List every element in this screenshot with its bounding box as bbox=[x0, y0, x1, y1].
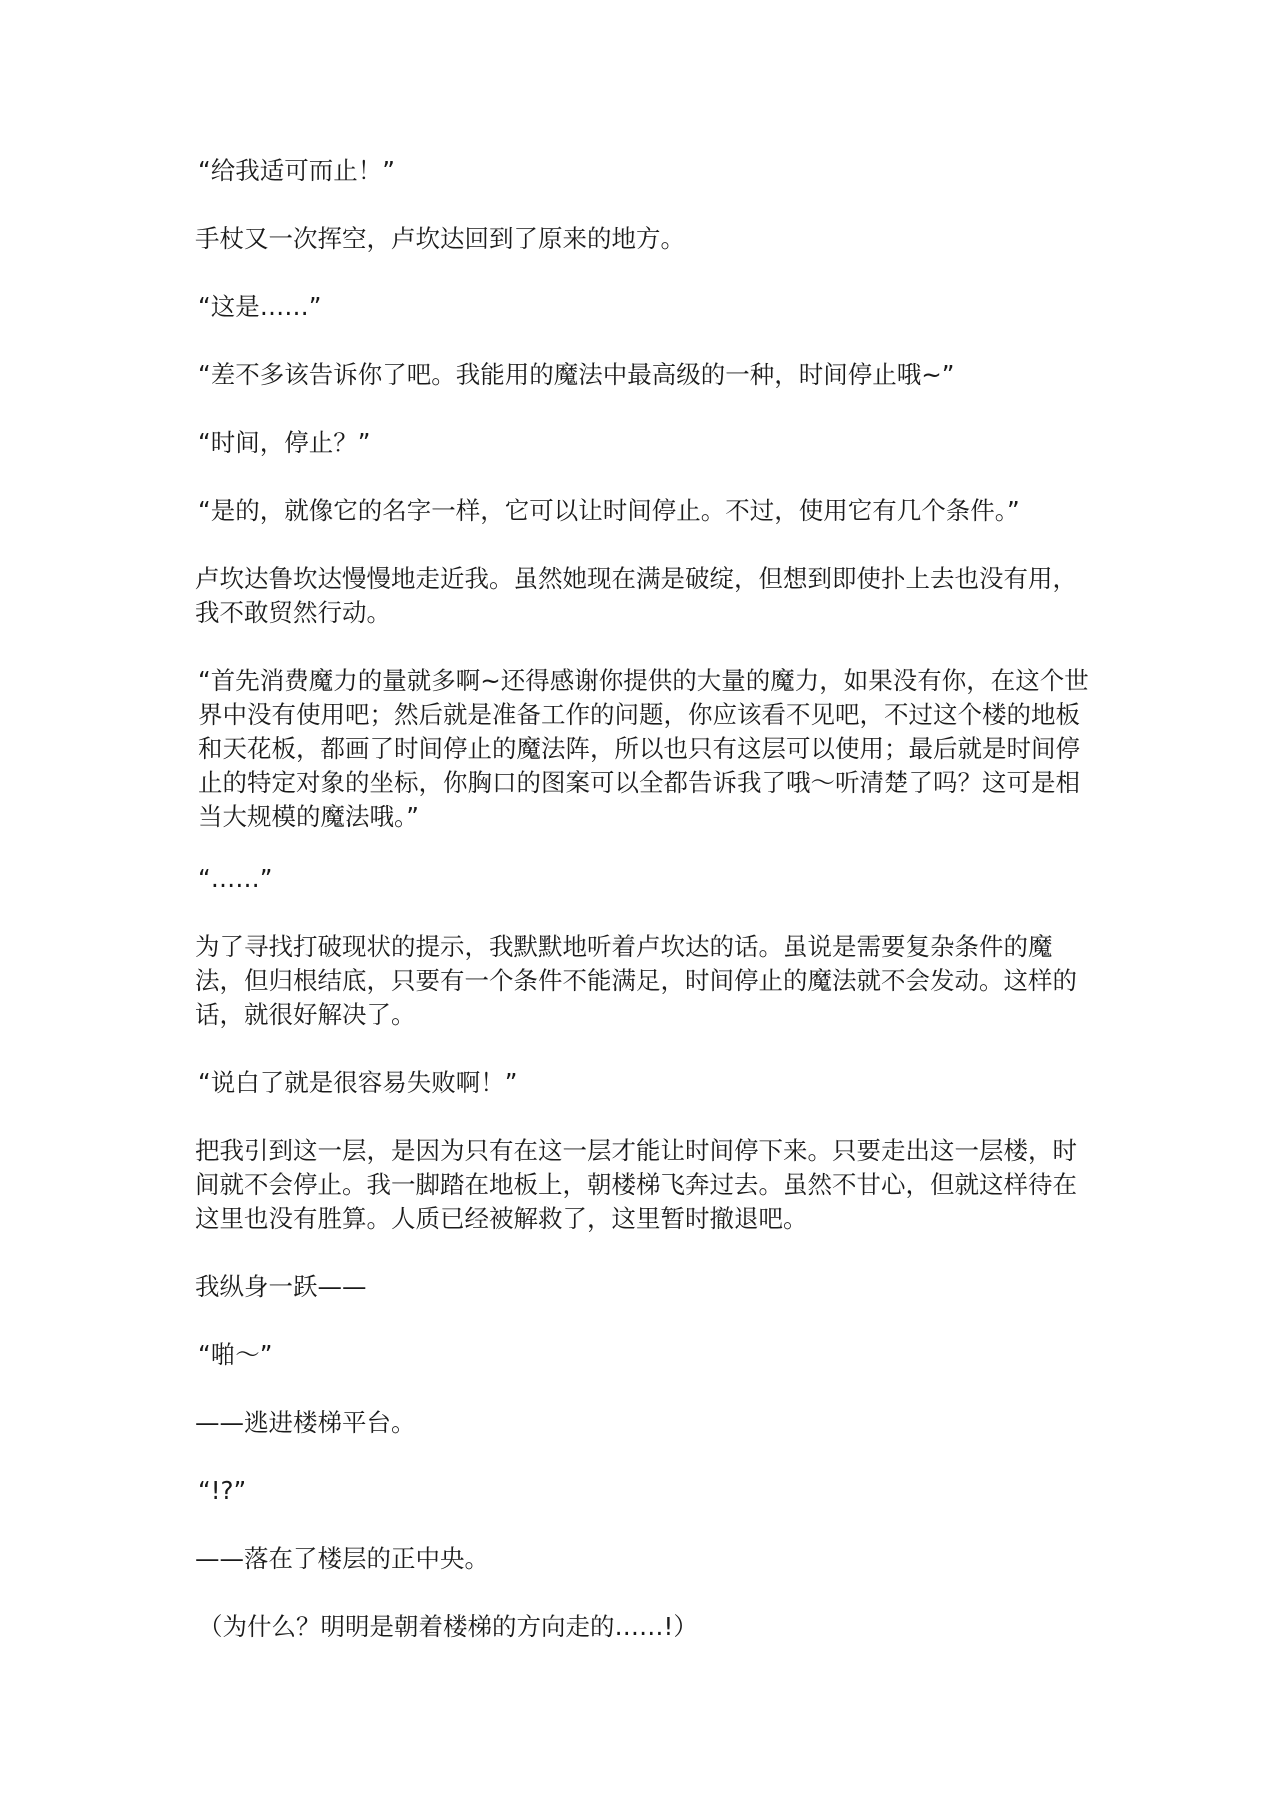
paragraph: “是的，就像它的名字一样，它可以让时间停止。不过，使用它有几个条件。” bbox=[198, 496, 1020, 525]
paragraph: “时间，停止？” bbox=[198, 428, 371, 457]
paragraph: “首先消费魔力的量就多啊~还得感谢你提供的大量的魔力，如果没有你，在这个世界中没有使用吧；然后就是准备工作的问题，你应该看不见吧，不过这个楼的地板和天花板，都画了时间停止的魔法阵，所以也只有这层可以使用；最后就是时间停止的特定对象的坐标，你胸口的图案可以全都告诉我了哦～听清楚了吗？这可是相当大规模的魔法哦。” bbox=[198, 666, 1089, 831]
paragraph: 卢坎达鲁坎达慢慢地走近我。虽然她现在满是破绽，但想到即使扑上去也没有用，我不敢贸然行动。 bbox=[195, 564, 1077, 627]
paragraph: 为了寻找打破现状的提示，我默默地听着卢坎达的话。虽说是需要复杂条件的魔法，但归根结底，只要有一个条件不能满足，时间停止的魔法就不会发动。这样的话，就很好解决了。 bbox=[195, 932, 1077, 1029]
paragraph: ——落在了楼层的正中央。 bbox=[195, 1544, 489, 1573]
paragraph: “啪～” bbox=[198, 1340, 273, 1369]
paragraph: “!?” bbox=[198, 1476, 247, 1505]
paragraph: 我纵身一跃—— bbox=[195, 1272, 367, 1301]
paragraph: ——逃进楼梯平台。 bbox=[195, 1408, 416, 1437]
paragraph: 手杖又一次挥空，卢坎达回到了原来的地方。 bbox=[195, 224, 685, 253]
paragraph: “……” bbox=[198, 864, 273, 893]
paragraph: “差不多该告诉你了吧。我能用的魔法中最高级的一种，时间停止哦~” bbox=[198, 360, 955, 389]
paragraph: “说白了就是很容易失败啊！” bbox=[198, 1068, 518, 1097]
paragraph: “这是……” bbox=[198, 292, 322, 321]
paragraph: “给我适可而止！” bbox=[198, 156, 395, 185]
paragraph: 把我引到这一层，是因为只有在这一层才能让时间停下来。只要走出这一层楼，时间就不会停止。我一脚踏在地板上，朝楼梯飞奔过去。虽然不甘心，但就这样待在这里也没有胜算。人质已经被解救了，这里暂时撤退吧。 bbox=[195, 1136, 1077, 1233]
paragraph: （为什么？明明是朝着楼梯的方向走的……!） bbox=[198, 1612, 698, 1641]
